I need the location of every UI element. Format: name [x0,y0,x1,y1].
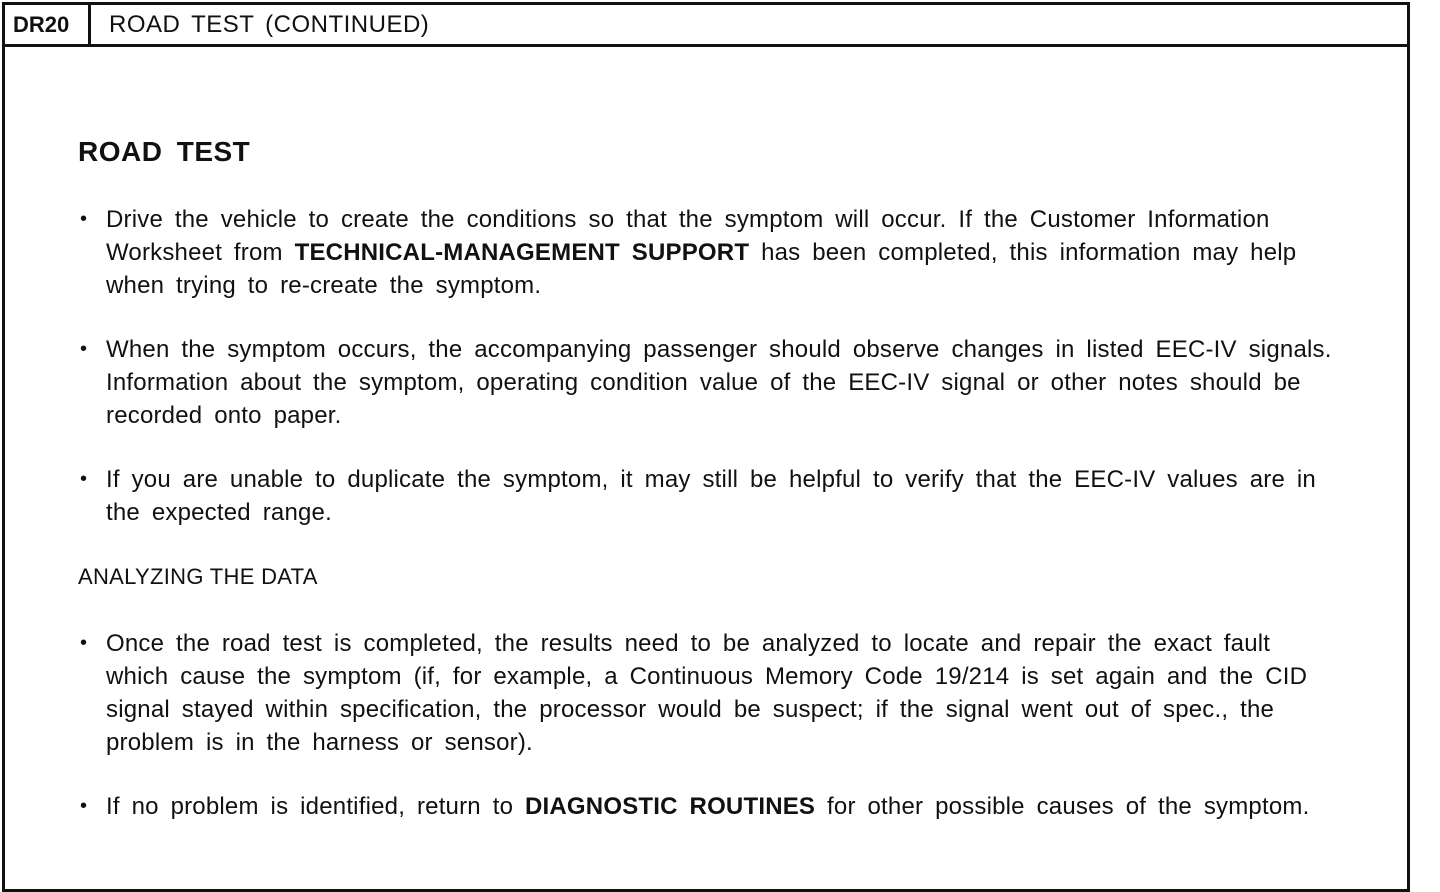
bold-reference: TECHNICAL-MANAGEMENT SUPPORT [294,239,750,266]
list-item [78,790,1338,823]
bullet-icon: • [80,632,88,654]
road-test-heading: ROAD TEST [78,136,251,167]
list-item [78,333,1338,432]
bullet-text: If no problem is identified, return to DIAGNOSTIC ROUTINES for other possible causes of the symptom. [106,793,1310,820]
list-item [78,203,1338,302]
bullet-icon: • [80,468,88,490]
list-item [78,463,1338,529]
bullet-text: If you are unable to duplicate the symptom, it may still be helpful to verify that the EEC-IV values are in the expected range. [106,466,1316,526]
section-code: DR20 [5,5,91,44]
bold-reference: DIAGNOSTIC ROUTINES [525,793,816,820]
analyzing-heading: ANALYZING THE DATA [78,564,318,589]
bullet-icon: • [80,795,88,817]
list-item [78,627,1338,759]
bullet-text: When the symptom occurs, the accompanying passenger should observe changes in listed EEC-IV signals. Information about the symptom, operating condition value of the EEC-IV signal or other notes should be recorded onto paper. [106,336,1332,429]
bullet-icon: • [80,338,88,360]
page-header [5,5,1407,47]
bullet-text: Drive the vehicle to create the conditions so that the symptom will occur. If the Customer Information Worksheet from TECHNICAL-MANAGEMENT SUPPORT has been completed, this information may help when trying to re-create the symptom. [106,206,1297,299]
page-title: ROAD TEST (CONTINUED) [109,11,430,38]
bullet-icon: • [80,208,88,230]
bullet-text: Once the road test is completed, the results need to be analyzed to locate and repair the exact fault which cause the symptom (if, for example, a Continuous Memory Code 19/214 is set again and the CID signal stayed within specification, the processor would be suspect; if the signal went out of spec., the problem is in the harness or sensor). [106,630,1308,756]
